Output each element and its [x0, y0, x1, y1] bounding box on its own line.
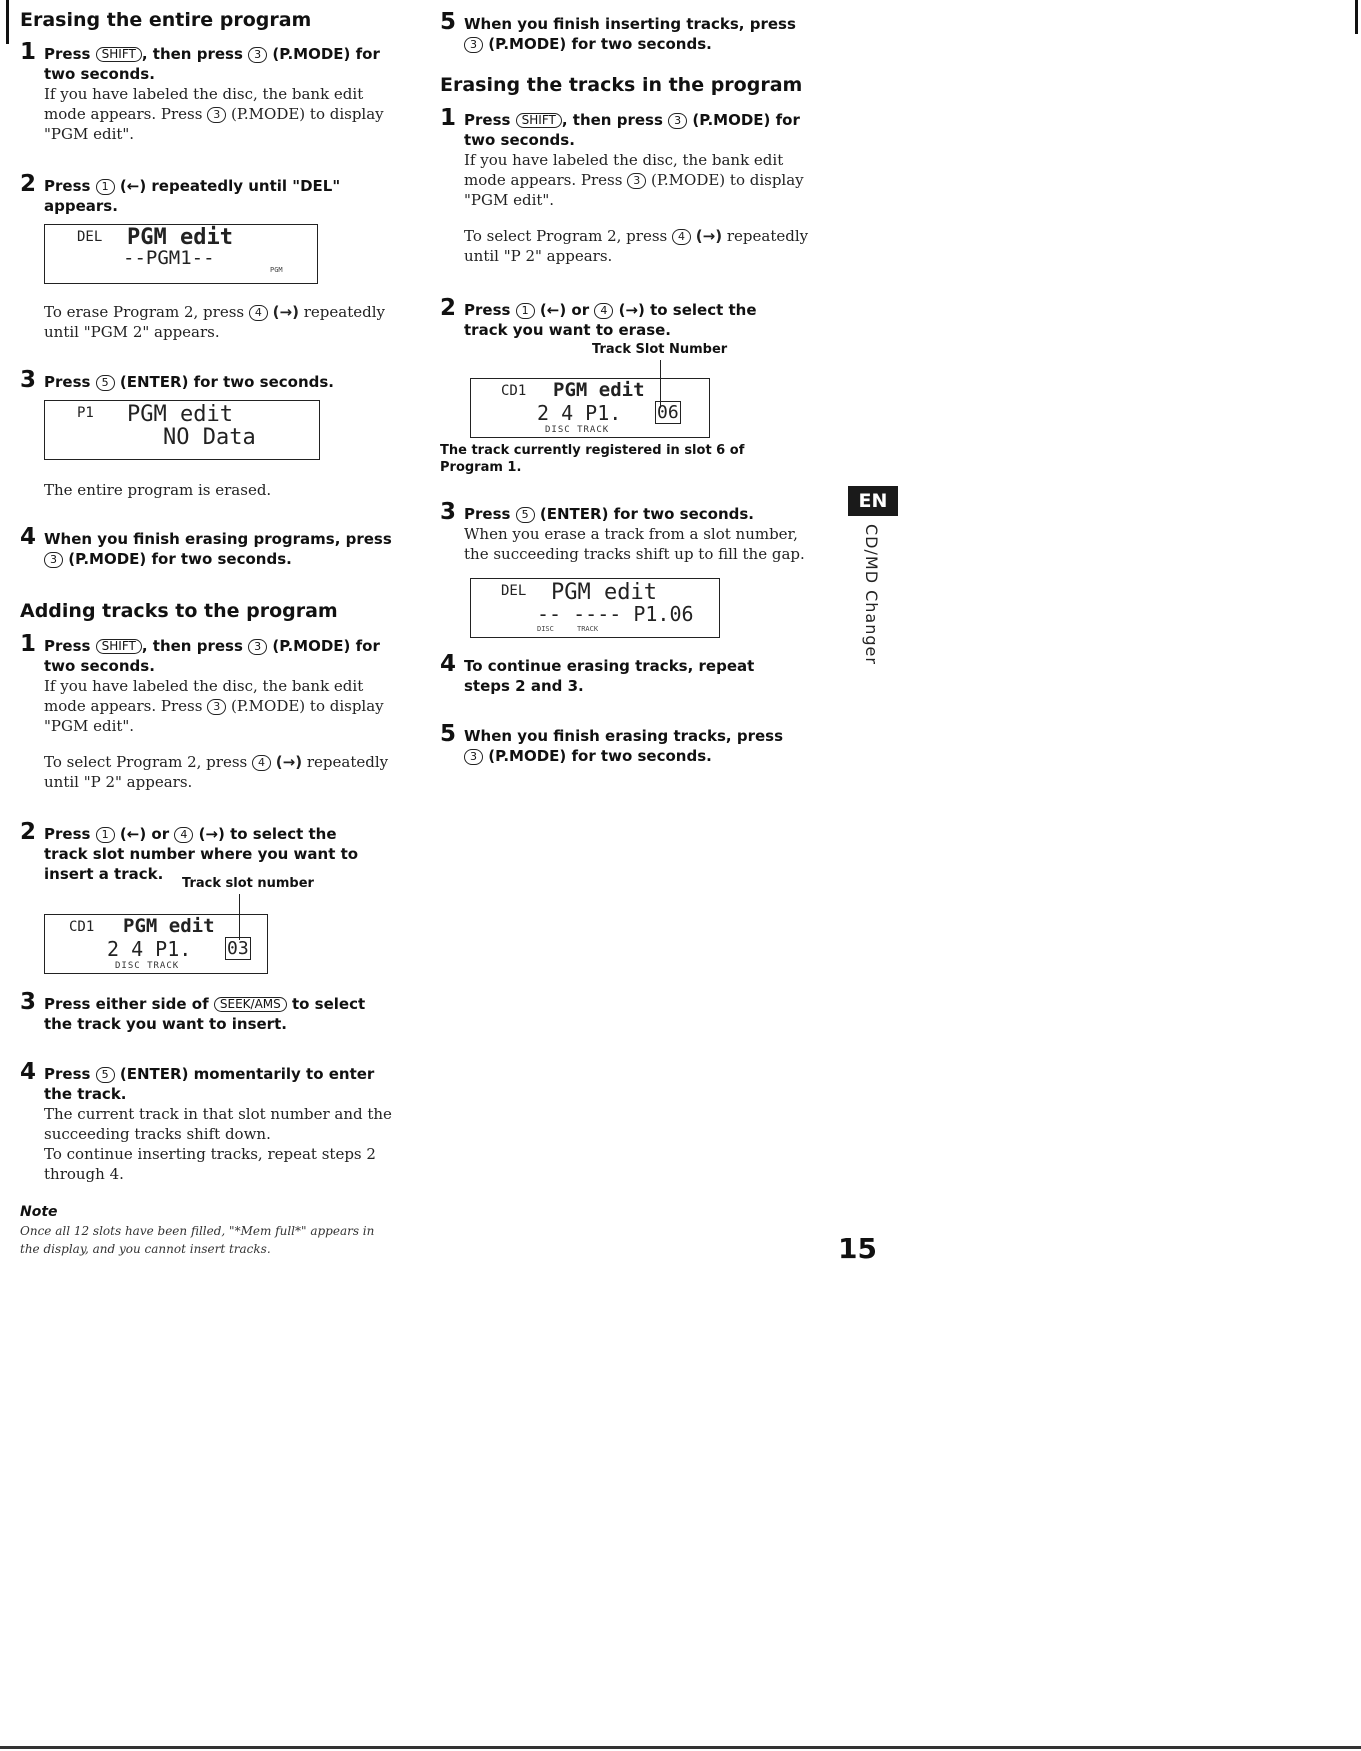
slot-number-highlight: 06 [657, 402, 679, 423]
key-1-icon: 1 [96, 827, 115, 843]
step-3-description: The entire program is erased. [44, 481, 272, 499]
step-instruction: When you finish inserting tracks, press 3 (P.MODE) for two seconds. [464, 15, 796, 53]
step-description: To select Program 2, press 4 (→) repeatedly until "P 2" appears. [44, 753, 389, 791]
step-number: 2 [20, 819, 37, 845]
right-arrow-icon: (→) [272, 303, 299, 321]
step-description: If you have labeled the disc, the bank edit mode appears. Press 3 (P.MODE) to display "PGM edit". [44, 677, 384, 735]
track-slot-number-label: Track slot number [182, 876, 314, 891]
step-2-add [20, 819, 395, 884]
left-arrow-icon: (←) [119, 825, 147, 843]
step-instruction: Press 1 (←) or 4 (→) to select the track you want to erase. [464, 301, 757, 339]
key-5-icon: 5 [96, 375, 115, 391]
key-1-icon: 1 [516, 303, 535, 319]
step-2-erase-all [20, 171, 395, 216]
step-number: 3 [440, 499, 457, 525]
key-1-icon: 1 [96, 179, 115, 195]
section-heading-erase-all: Erasing the entire program [20, 9, 312, 31]
key-3-icon: 3 [44, 552, 63, 568]
step-description: If you have labeled the disc, the bank edit mode appears. Press 3 (P.MODE) to display "PGM edit". [464, 151, 804, 209]
note-text: Once all 12 slots have been filled, "*Mem full*" appears in the display, and you cannot insert tracks. [20, 1224, 375, 1256]
step-1-erase-tracks [440, 105, 820, 266]
side-section-label: CD/MD Changer [862, 524, 881, 665]
step-instruction: Press 5 (ENTER) for two seconds. [464, 505, 754, 523]
key-3-icon: 3 [464, 749, 483, 765]
seek-ams-key-icon: SEEK/AMS [214, 997, 287, 1012]
key-3-icon: 3 [627, 173, 646, 189]
step-2-erase-tracks [440, 295, 820, 340]
step-description: If you have labeled the disc, the bank edit mode appears. Press 3 (P.MODE) to display "PGM edit". [44, 85, 384, 143]
step-1-erase-all [20, 39, 395, 144]
step-number: 4 [20, 524, 37, 550]
key-4-icon: 4 [594, 303, 613, 319]
step-number: 5 [440, 721, 457, 747]
step-3-add [20, 989, 395, 1034]
step-4-add: 4 Press 5 (ENTER) momentarily to enter the track. The current track in that slot number and the succeeding tracks shift down. To continue inserting tracks, repeat steps 2 through 4. [20, 1064, 395, 1184]
key-4-icon: 4 [249, 305, 268, 321]
step-4-erase-tracks: 4 To continue erasing tracks, repeat steps 2 and 3. [440, 651, 755, 695]
section-heading-erase-tracks: Erasing the tracks in the program [440, 74, 803, 96]
step-instruction: Press 5 (ENTER) momentarily to enter the track. [44, 1065, 375, 1103]
step-instruction: When you finish erasing tracks, press 3 (P.MODE) for two seconds. [464, 727, 784, 765]
step-instruction: Press 5 (ENTER) for two seconds. [44, 373, 334, 391]
step-4-erase-all [20, 524, 395, 569]
step-instruction: Press SHIFT , then press 3 (P.MODE) for two seconds. [464, 111, 800, 149]
step-number: 1 [440, 105, 457, 131]
key-3-icon: 3 [248, 639, 267, 655]
step-number: 2 [440, 295, 457, 321]
lcd-display-no-data: P1 PGM edit NO Data [44, 400, 320, 460]
key-3-icon: 3 [248, 47, 267, 63]
bottom-rule [0, 1746, 1361, 1749]
display-caption: The track currently registered in slot 6 of Program 1. [440, 443, 745, 475]
step-number: 4 [20, 1059, 37, 1085]
shift-key-icon: SHIFT [96, 639, 142, 654]
lcd-display-insert: CD1 PGM edit 2 4 P1. 03 DISC TRACK [44, 914, 268, 974]
left-arrow-icon: (←) [119, 177, 147, 195]
step-2-description [20, 302, 395, 342]
section-heading-add: Adding tracks to the program [20, 600, 338, 622]
step-instruction: When you finish erasing programs, press 3 (P.MODE) for two seconds. [44, 530, 392, 568]
track-slot-number-label: Track Slot Number [592, 342, 728, 357]
right-arrow-icon: (→) [198, 825, 225, 843]
key-3-icon: 3 [464, 37, 483, 53]
key-4-icon: 4 [672, 229, 691, 245]
step-number: 4 [440, 651, 457, 677]
right-arrow-icon: (→) [275, 753, 303, 771]
step-number: 2 [20, 171, 37, 197]
key-4-icon: 4 [252, 755, 271, 771]
page-number: 15 [838, 1232, 877, 1265]
shift-key-icon: SHIFT [516, 113, 562, 128]
key-5-icon: 5 [516, 507, 535, 523]
step-instruction: Press 1 (←) repeatedly until "DEL" appears. [44, 177, 341, 215]
step-instruction: Press 1 (←) or 4 (→) to select the track slot number where you want to insert a track. [44, 825, 359, 883]
step-number: 3 [20, 989, 37, 1015]
lcd-display-del: DEL PGM edit --PGM1-- PGM [44, 224, 318, 284]
step-number: 3 [20, 367, 37, 393]
step-instruction: Press either side of SEEK/AMS to select the track you want to insert. [44, 995, 366, 1033]
step-3-erase-all [20, 367, 395, 393]
page-edge-line [1355, 0, 1358, 34]
step-number: 5 [440, 9, 457, 35]
key-4-icon: 4 [174, 827, 193, 843]
key-5-icon: 5 [96, 1067, 115, 1083]
shift-key-icon: SHIFT [96, 47, 142, 62]
lcd-display-erase-slot: CD1 PGM edit 2 4 P1. 06 DISC TRACK [470, 378, 710, 438]
slot-number-highlight: 03 [227, 938, 249, 959]
note-title: Note [20, 1204, 58, 1220]
page-edge-line [6, 0, 9, 44]
step-number: 1 [20, 39, 37, 65]
step-3-erase-tracks: 3 Press 5 (ENTER) for two seconds. When you erase a track from a slot number, the succeeding tracks shift up to fill the gap. [440, 504, 820, 564]
key-3-icon: 3 [668, 113, 687, 129]
step-instruction: Press SHIFT , then press 3 (P.MODE) for two seconds. [44, 45, 380, 83]
lcd-display-erase-result: DEL PGM edit -- ---- P1.06 DISC TRACK [470, 578, 720, 638]
step-5-erase-tracks [440, 721, 820, 766]
step-5-add [440, 9, 820, 54]
language-badge: EN [848, 486, 898, 516]
right-arrow-icon: (→) [695, 227, 723, 245]
step-description: To select Program 2, press 4 (→) repeatedly until "P 2" appears. [464, 227, 809, 265]
right-arrow-icon: (→) [618, 301, 645, 319]
step-number: 1 [20, 631, 37, 657]
key-3-icon: 3 [207, 699, 226, 715]
step-instruction: Press SHIFT , then press 3 (P.MODE) for two seconds. [44, 637, 380, 675]
step-description: To erase Program 2, press 4 (→) repeatedly until "PGM 2" appears. [44, 303, 385, 341]
step-1-add [20, 631, 395, 792]
key-3-icon: 3 [207, 107, 226, 123]
left-arrow-icon: (←) [539, 301, 567, 319]
